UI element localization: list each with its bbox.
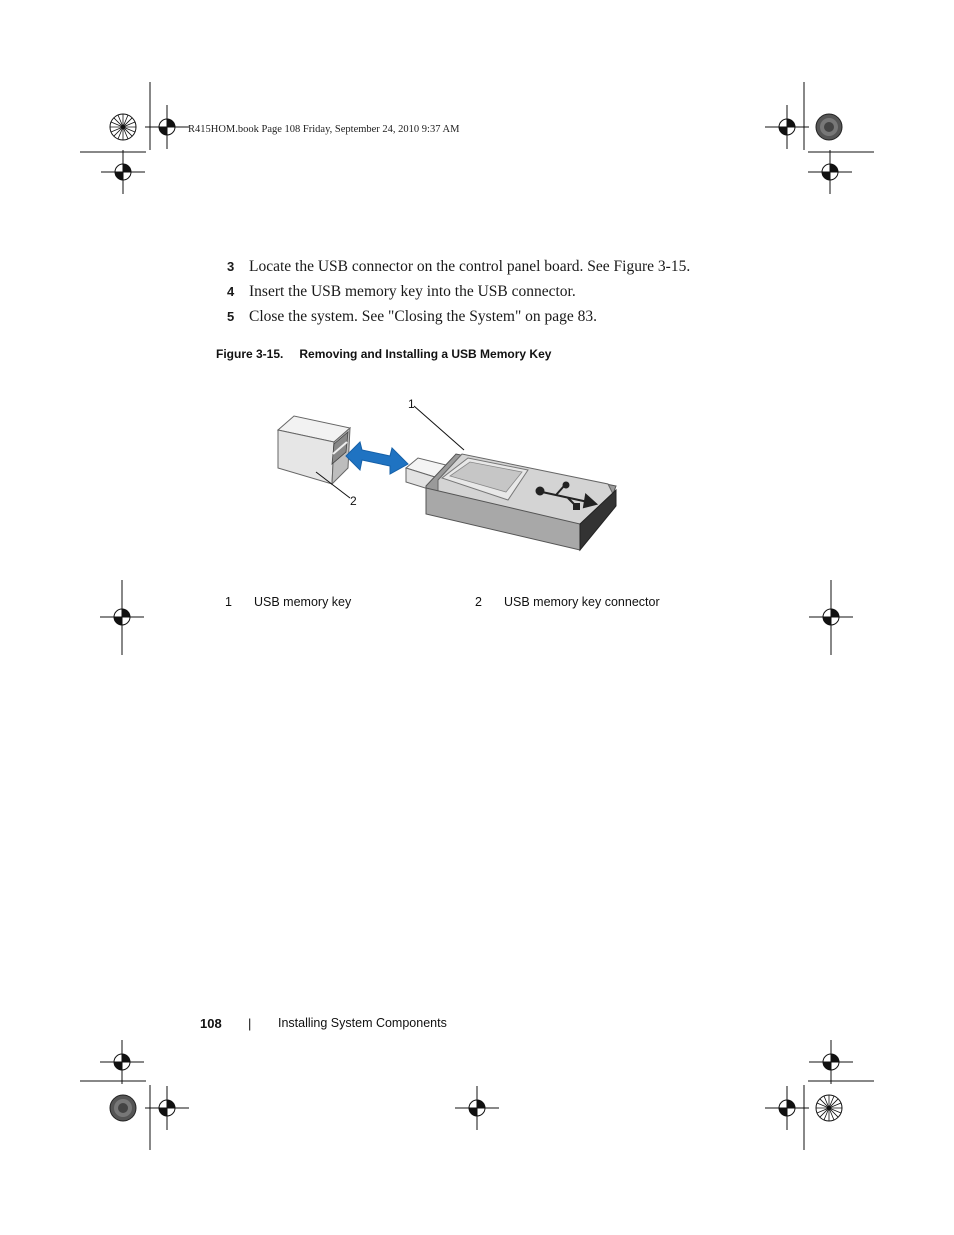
registration-mark bbox=[765, 1086, 809, 1130]
figure-caption bbox=[216, 347, 551, 361]
callout-2: 2 bbox=[350, 494, 357, 508]
step-text: Close the system. See "Closing the System" on page 83. bbox=[249, 308, 598, 325]
step-number: 3 bbox=[227, 259, 235, 274]
registration-mark bbox=[145, 1086, 189, 1130]
registration-mark bbox=[145, 105, 189, 149]
callout-line-1 bbox=[414, 406, 464, 450]
legend-label: USB memory key bbox=[254, 595, 352, 609]
step-item bbox=[227, 283, 747, 308]
registration-mark bbox=[110, 114, 136, 140]
registration-mark bbox=[455, 1086, 499, 1130]
registration-mark bbox=[809, 1040, 853, 1084]
usb-connector-graphic bbox=[278, 416, 350, 484]
legend-label: USB memory key connector bbox=[504, 595, 660, 609]
figure-legend bbox=[225, 595, 745, 613]
step-text: Locate the USB connector on the control panel board. See Figure 3-15. bbox=[249, 258, 691, 275]
page-number: 108 bbox=[200, 1016, 222, 1031]
insert-remove-arrow bbox=[346, 442, 408, 474]
registration-mark bbox=[110, 1095, 136, 1121]
registration-mark bbox=[100, 1040, 144, 1084]
step-item bbox=[227, 258, 747, 283]
registration-mark bbox=[765, 105, 809, 149]
step-number: 4 bbox=[227, 284, 235, 299]
legend-item bbox=[475, 595, 660, 609]
step-text: Insert the USB memory key into the USB connector. bbox=[249, 283, 576, 300]
print-info: R415HOM.book Page 108 Friday, September 24, 2010 9:37 AM bbox=[188, 124, 460, 135]
registration-mark bbox=[816, 1095, 842, 1121]
figure-label: Figure 3-15. bbox=[216, 347, 284, 361]
step-item bbox=[227, 308, 747, 333]
registration-mark bbox=[808, 150, 852, 194]
registration-mark bbox=[816, 114, 842, 140]
legend-number: 2 bbox=[475, 595, 482, 609]
registration-mark bbox=[101, 150, 145, 194]
section-title: Installing System Components bbox=[278, 1016, 447, 1030]
step-number: 5 bbox=[227, 309, 235, 324]
figure-title: Removing and Installing a USB Memory Key bbox=[299, 347, 552, 361]
callout-1: 1 bbox=[408, 397, 415, 411]
footer-separator: | bbox=[248, 1016, 252, 1031]
usb-key-illustration bbox=[260, 388, 640, 558]
legend-number: 1 bbox=[225, 595, 232, 609]
step-list bbox=[227, 258, 747, 333]
usb-key-graphic bbox=[406, 454, 616, 550]
legend-item bbox=[225, 595, 351, 609]
